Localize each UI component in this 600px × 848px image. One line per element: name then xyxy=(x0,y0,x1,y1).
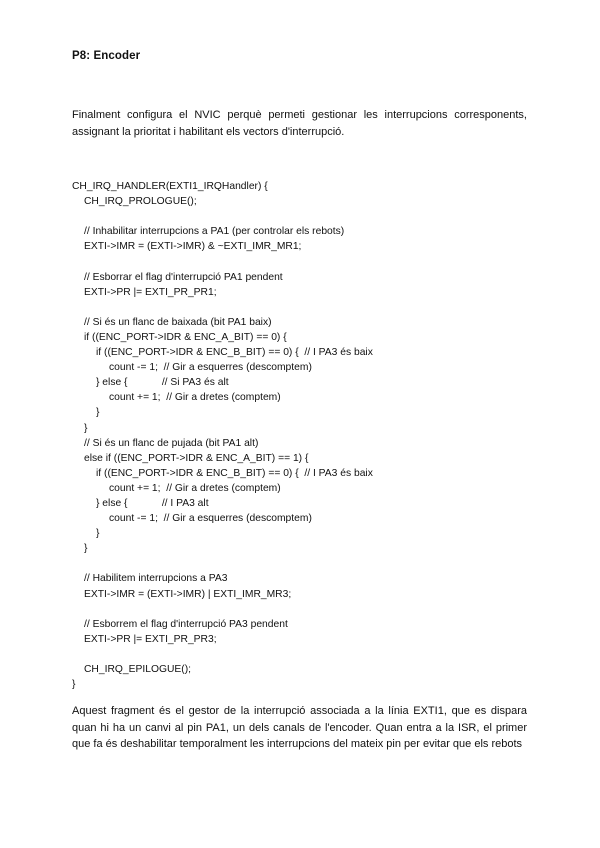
code-line: count -= 1; // Gir a esquerres (descomptem) xyxy=(109,513,312,525)
code-line: CH_IRQ_PROLOGUE(); xyxy=(84,196,197,208)
code-line: } xyxy=(96,407,100,419)
code-line: CH_IRQ_HANDLER(EXTI1_IRQHandler) { xyxy=(72,181,268,192)
outro-paragraph: Aquest fragment és el gestor de la interrupció associada a la línia EXTI1, que es dispara quan hi ha un canvi al pin PA1, un dels canals de l'encoder. Quan entra a la ISR, el primer que fa és deshabilitar temporalment les interrupcions del mateix pin per evitar que els rebots xyxy=(72,705,527,750)
code-line xyxy=(72,300,542,315)
code-line: // Habilitem interrupcions a PA3 xyxy=(84,573,228,585)
code-line xyxy=(72,254,542,269)
code-line: if ((ENC_PORT->IDR & ENC_B_BIT) == 0) { // I PA3 és baix xyxy=(96,347,373,359)
code-line xyxy=(72,647,542,662)
code-line: EXTI->IMR = (EXTI->IMR) | EXTI_IMR_MR3; xyxy=(84,588,292,600)
code-line: count += 1; // Gir a dretes (comptem) xyxy=(109,482,281,494)
code-line: } xyxy=(84,543,88,555)
code-line: EXTI->PR |= EXTI_PR_PR3; xyxy=(84,633,217,645)
code-line: count += 1; // Gir a dretes (comptem) xyxy=(109,392,281,404)
code-line: count -= 1; // Gir a esquerres (descomptem) xyxy=(109,362,312,374)
code-line: } xyxy=(84,422,88,434)
code-line: // Inhabilitar interrupcions a PA1 (per controlar els rebots) xyxy=(84,226,345,238)
code-line: if ((ENC_PORT->IDR & ENC_A_BIT) == 0) { xyxy=(84,331,287,343)
code-line: CH_IRQ_EPILOGUE(); xyxy=(84,664,191,675)
code-line: } else { // I PA3 alt xyxy=(96,497,209,509)
code-line xyxy=(72,602,542,617)
intro-paragraph: Finalment configura el NVIC perquè permeti gestionar les interrupcions corresponents, assignant la prioritat i habilitant els vectors d'interrupció. xyxy=(72,109,527,138)
code-block xyxy=(72,179,542,692)
code-line: else if ((ENC_PORT->IDR & ENC_A_BIT) == 1) { xyxy=(84,452,309,464)
section-title: P8: Encoder xyxy=(72,50,141,62)
code-line: } xyxy=(72,679,76,691)
code-line: EXTI->PR |= EXTI_PR_PR1; xyxy=(84,286,217,298)
code-line: // Si és un flanc de pujada (bit PA1 alt) xyxy=(84,437,259,449)
code-line: // Esborrem el flag d'interrupció PA3 pendent xyxy=(84,618,288,630)
code-line: // Esborrar el flag d'interrupció PA1 pendent xyxy=(84,271,283,283)
code-line: } else { // Si PA3 és alt xyxy=(96,377,229,389)
code-line: EXTI->IMR = (EXTI->IMR) & ~EXTI_IMR_MR1; xyxy=(84,241,302,253)
code-line xyxy=(72,209,542,224)
code-line xyxy=(72,556,542,571)
code-line: } xyxy=(96,528,100,540)
code-line: if ((ENC_PORT->IDR & ENC_B_BIT) == 0) { // I PA3 és baix xyxy=(96,467,373,479)
code-line: // Si és un flanc de baixada (bit PA1 baix) xyxy=(84,316,272,328)
